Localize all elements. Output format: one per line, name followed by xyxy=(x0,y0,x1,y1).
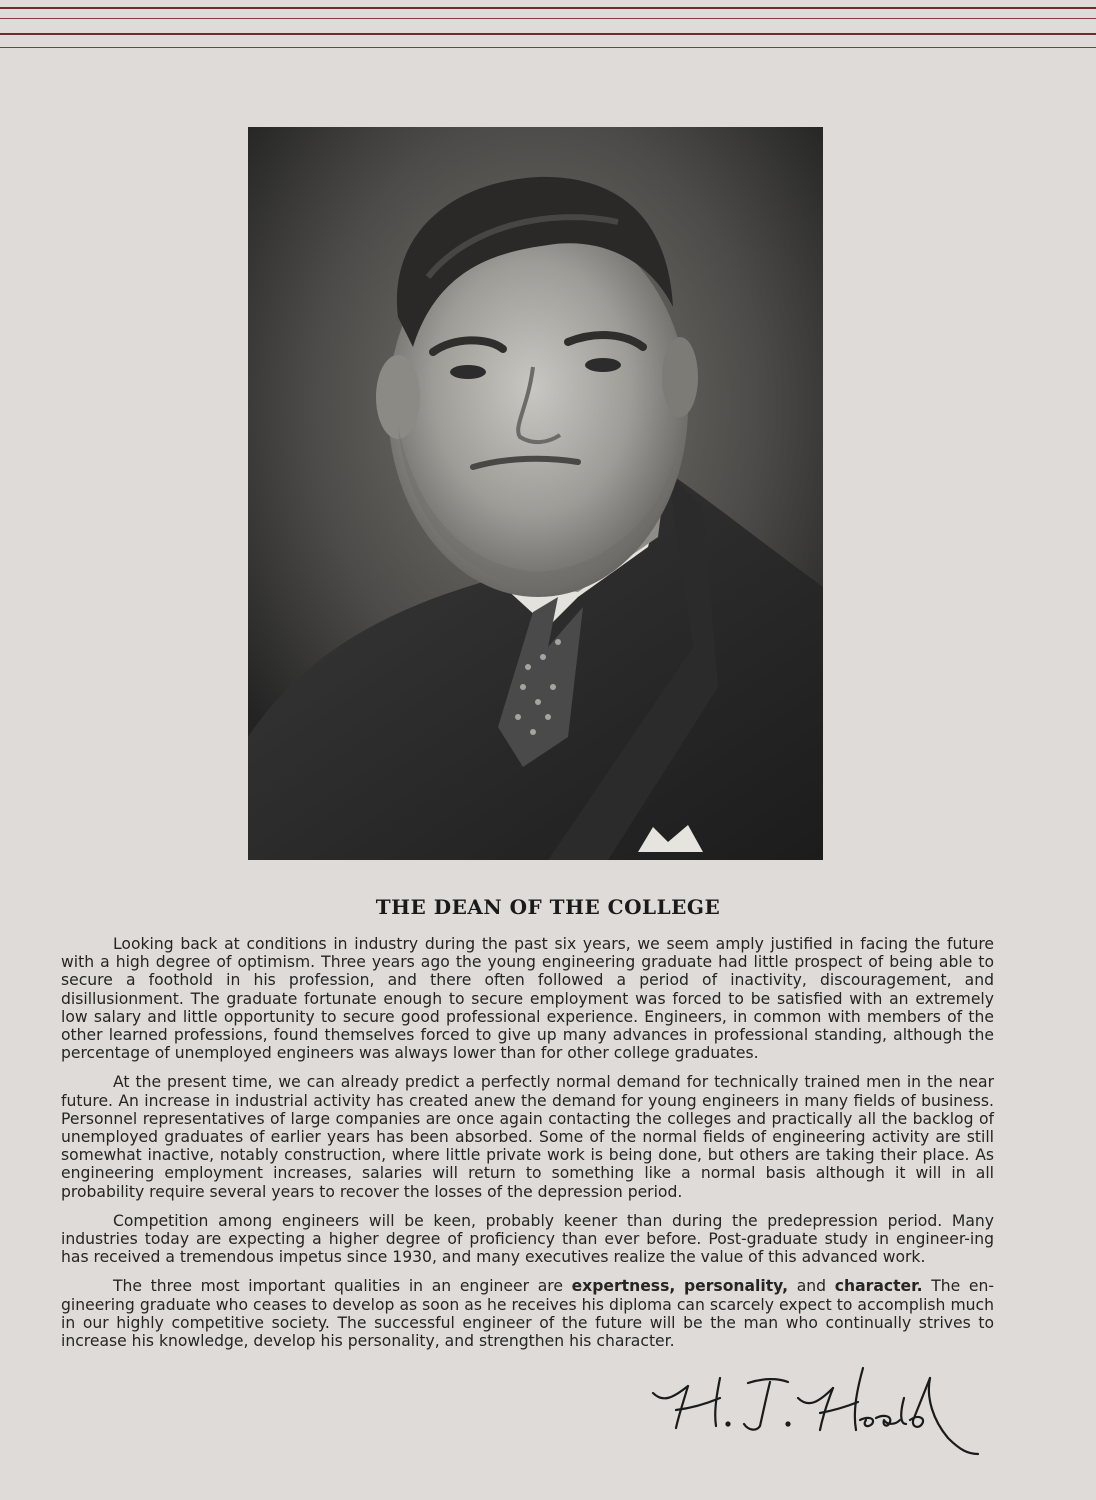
separator xyxy=(675,1277,684,1295)
dean-message xyxy=(61,935,994,1361)
paragraph-qualities xyxy=(61,1277,994,1350)
separator: and xyxy=(788,1277,835,1296)
handwritten-signature xyxy=(648,1358,998,1458)
paragraph: At the present time, we can already predict a perfectly normal demand for technically trained men in the near future. An increase in industrial activity has created anew the demand for young engineers in many fields of business. Personnel representatives of large companies are once again contacting the colleges and practically all the backlog of unemployed graduates of earlier years has been absorbed. Some of the normal fields of engineering activity are still somewhat inactive, notably construction, where little private work is being done, but others are taking their place. As engineering employment increases, salaries will return to something like a normal basis although it will in all probability require several years to recover the losses of the depression period. xyxy=(61,1073,994,1201)
paragraph: Competition among engineers will be keen, probably keener than during the predepression period. Many industries today are expecting a higher degree of proficiency than ever before. Post-graduate study in engineer-ing has received a tremendous impetus since 1930, and many executives realize the value of this advanced work. xyxy=(61,1211,994,1267)
quality-personality: personality, xyxy=(683,1277,789,1296)
page-title: THE DEAN OF THE COLLEGE xyxy=(375,895,721,919)
quality-character: character. xyxy=(834,1277,923,1296)
paragraph: Looking back at conditions in industry during the past six years, we seem amply justified in facing the future with a high degree of optimism. Three years ago the young engineering graduate had little prospect of being able to secure a foothold in his profession, and there often followed a period of inactivity, discouragement, and disillusionment. The graduate fortunate enough to secure employment was forced to be satisfied with an extremely low salary and little opportunity to secure good professional experience. Engineers, in common with members of the other learned professions, found themselves forced to give up many advances in professional standing, although the percentage of unemployed engineers was always lower than for other college graduates. xyxy=(61,935,994,1063)
top-rule-4 xyxy=(0,47,1096,48)
top-rule-2 xyxy=(0,18,1096,19)
portrait-illustration xyxy=(248,127,823,860)
paragraph-rest: The en-gineering graduate who ceases to develop as soon as he receives his diploma can scarcely expect to accomplish much in our highly competitive society. The successful engineer of the future will be the man who continually strives to increase his knowledge, develop his personality, and strengthen his character. xyxy=(61,1277,994,1351)
paragraph-lead: The three most important qualities in an engineer are xyxy=(113,1277,572,1296)
quality-expertness: expertness, xyxy=(571,1277,676,1296)
top-rule-3 xyxy=(0,33,1096,35)
dean-portrait-photo xyxy=(248,127,823,860)
top-rule-1 xyxy=(0,7,1096,9)
